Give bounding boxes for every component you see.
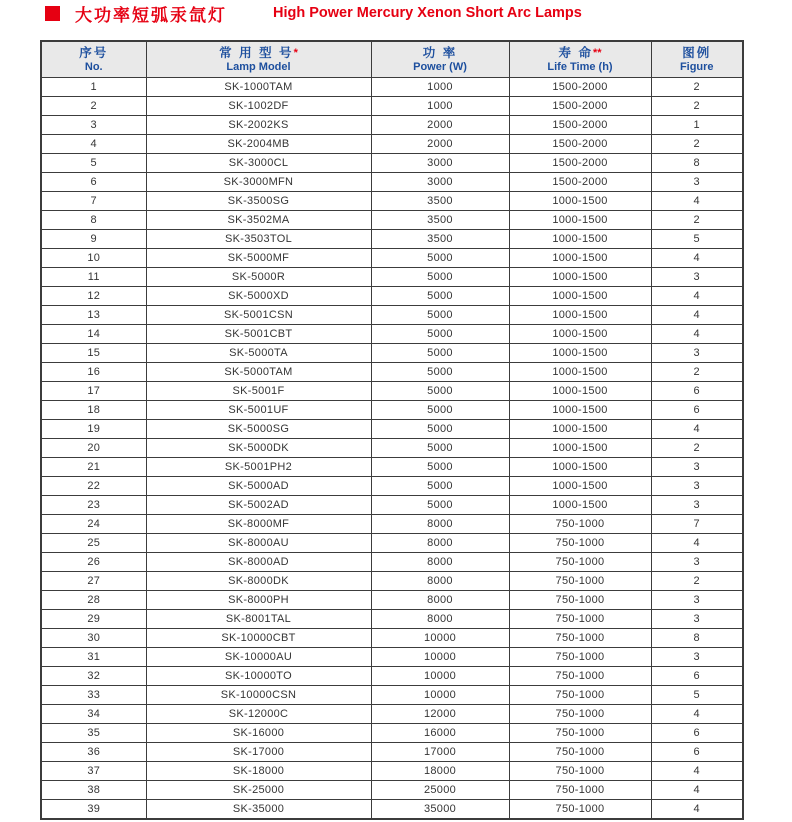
cell-life-time: 1000-1500 [509,305,651,324]
cell-power: 8000 [371,533,509,552]
table-row [41,533,743,552]
table-row [41,153,743,172]
cell-life-time: 750-1000 [509,704,651,723]
cell-figure: 2 [651,362,743,381]
cell-figure: 2 [651,77,743,96]
cell-life-time: 750-1000 [509,666,651,685]
header-lamp-model: 常 用 型 号* Lamp Model [146,41,371,77]
cell-figure: 4 [651,761,743,780]
cell-lamp-model: SK-3502MA [146,210,371,229]
cell-no: 33 [41,685,146,704]
cell-lamp-model: SK-8000AD [146,552,371,571]
cell-lamp-model: SK-8001TAL [146,609,371,628]
cell-power: 3500 [371,229,509,248]
cell-no: 39 [41,799,146,819]
cell-figure: 4 [651,704,743,723]
cell-no: 11 [41,267,146,286]
cell-figure: 8 [651,153,743,172]
cell-life-time: 750-1000 [509,609,651,628]
cell-power: 5000 [371,343,509,362]
cell-figure: 2 [651,96,743,115]
cell-figure: 6 [651,381,743,400]
cell-power: 8000 [371,571,509,590]
cell-power: 3000 [371,172,509,191]
table-row [41,248,743,267]
header-life-time: 寿 命** Life Time (h) [509,41,651,77]
table-row [41,666,743,685]
cell-figure: 6 [651,400,743,419]
cell-life-time: 750-1000 [509,780,651,799]
cell-no: 32 [41,666,146,685]
cell-lamp-model: SK-5000R [146,267,371,286]
table-row [41,191,743,210]
cell-figure: 8 [651,628,743,647]
table-row [41,742,743,761]
cell-life-time: 1000-1500 [509,495,651,514]
cell-lamp-model: SK-5001F [146,381,371,400]
cell-life-time: 750-1000 [509,552,651,571]
cell-power: 3000 [371,153,509,172]
table-row [41,628,743,647]
cell-no: 31 [41,647,146,666]
cell-no: 20 [41,438,146,457]
table-row [41,647,743,666]
red-square-icon [45,6,60,21]
cell-life-time: 1500-2000 [509,115,651,134]
cell-life-time: 750-1000 [509,723,651,742]
cell-power: 5000 [371,248,509,267]
cell-lamp-model: SK-25000 [146,780,371,799]
cell-no: 13 [41,305,146,324]
cell-power: 3500 [371,191,509,210]
cell-life-time: 1500-2000 [509,134,651,153]
header-life-time-mark: ** [592,46,602,59]
cell-figure: 3 [651,609,743,628]
table-row [41,115,743,134]
cell-power: 1000 [371,77,509,96]
cell-figure: 3 [651,647,743,666]
cell-life-time: 1000-1500 [509,476,651,495]
cell-lamp-model: SK-1002DF [146,96,371,115]
cell-figure: 3 [651,457,743,476]
cell-figure: 3 [651,495,743,514]
cell-lamp-model: SK-8000PH [146,590,371,609]
cell-no: 19 [41,419,146,438]
table-row [41,362,743,381]
cell-life-time: 1500-2000 [509,77,651,96]
cell-power: 17000 [371,742,509,761]
cell-figure: 4 [651,799,743,819]
cell-power: 1000 [371,96,509,115]
cell-lamp-model: SK-5001CSN [146,305,371,324]
cell-no: 22 [41,476,146,495]
cell-figure: 3 [651,343,743,362]
cell-no: 6 [41,172,146,191]
cell-power: 5000 [371,457,509,476]
cell-figure: 4 [651,533,743,552]
cell-lamp-model: SK-5000TAM [146,362,371,381]
header-figure: 图例 Figure [651,41,743,77]
cell-power: 35000 [371,799,509,819]
table-row [41,210,743,229]
page-title-chinese: 大功率短弧汞氙灯 [75,5,227,25]
cell-lamp-model: SK-8000AU [146,533,371,552]
table-row [41,400,743,419]
cell-no: 17 [41,381,146,400]
cell-no: 5 [41,153,146,172]
table-header [41,41,743,77]
cell-no: 30 [41,628,146,647]
cell-figure: 6 [651,666,743,685]
cell-life-time: 750-1000 [509,514,651,533]
cell-no: 14 [41,324,146,343]
table-row [41,704,743,723]
cell-no: 25 [41,533,146,552]
table-row [41,609,743,628]
cell-figure: 4 [651,780,743,799]
cell-power: 18000 [371,761,509,780]
cell-no: 26 [41,552,146,571]
cell-figure: 6 [651,742,743,761]
cell-no: 12 [41,286,146,305]
table-row [41,229,743,248]
page-title-english: High Power Mercury Xenon Short Arc Lamps [273,5,582,21]
cell-figure: 4 [651,324,743,343]
cell-lamp-model: SK-1000TAM [146,77,371,96]
lamp-spec-table [40,40,744,820]
cell-power: 12000 [371,704,509,723]
cell-power: 5000 [371,324,509,343]
cell-no: 16 [41,362,146,381]
cell-figure: 3 [651,476,743,495]
cell-lamp-model: SK-5001PH2 [146,457,371,476]
cell-figure: 2 [651,571,743,590]
cell-figure: 3 [651,172,743,191]
table-row [41,780,743,799]
table-row [41,286,743,305]
page-title [45,4,582,25]
cell-lamp-model: SK-18000 [146,761,371,780]
cell-no: 34 [41,704,146,723]
header-no: 序号 No. [41,41,146,77]
cell-power: 3500 [371,210,509,229]
cell-power: 5000 [371,495,509,514]
cell-figure: 1 [651,115,743,134]
cell-figure: 5 [651,685,743,704]
cell-no: 24 [41,514,146,533]
table-row [41,172,743,191]
cell-lamp-model: SK-3000CL [146,153,371,172]
cell-life-time: 1000-1500 [509,381,651,400]
table-row [41,476,743,495]
cell-life-time: 750-1000 [509,571,651,590]
cell-life-time: 1000-1500 [509,191,651,210]
cell-lamp-model: SK-5000XD [146,286,371,305]
table-row [41,343,743,362]
cell-life-time: 750-1000 [509,647,651,666]
cell-no: 35 [41,723,146,742]
cell-lamp-model: SK-10000TO [146,666,371,685]
cell-figure: 4 [651,248,743,267]
table-row [41,305,743,324]
cell-lamp-model: SK-16000 [146,723,371,742]
cell-figure: 7 [651,514,743,533]
cell-power: 5000 [371,381,509,400]
cell-power: 8000 [371,514,509,533]
cell-power: 8000 [371,609,509,628]
cell-figure: 2 [651,438,743,457]
cell-life-time: 750-1000 [509,799,651,819]
cell-figure: 2 [651,210,743,229]
table-body [41,77,743,819]
table-header-row [41,41,743,77]
cell-power: 25000 [371,780,509,799]
table-row [41,799,743,819]
cell-power: 8000 [371,590,509,609]
cell-lamp-model: SK-3500SG [146,191,371,210]
cell-no: 21 [41,457,146,476]
table-row [41,495,743,514]
cell-no: 27 [41,571,146,590]
table-row [41,96,743,115]
table-row [41,552,743,571]
cell-lamp-model: SK-12000C [146,704,371,723]
cell-no: 36 [41,742,146,761]
cell-lamp-model: SK-5000MF [146,248,371,267]
cell-life-time: 750-1000 [509,590,651,609]
cell-life-time: 1000-1500 [509,248,651,267]
cell-life-time: 1000-1500 [509,286,651,305]
cell-power: 10000 [371,647,509,666]
cell-figure: 4 [651,286,743,305]
cell-no: 38 [41,780,146,799]
cell-figure: 3 [651,552,743,571]
cell-no: 28 [41,590,146,609]
cell-life-time: 1500-2000 [509,172,651,191]
cell-lamp-model: SK-5002AD [146,495,371,514]
cell-no: 3 [41,115,146,134]
cell-figure: 3 [651,267,743,286]
cell-no: 23 [41,495,146,514]
cell-power: 2000 [371,115,509,134]
header-power: 功 率 Power (W) [371,41,509,77]
cell-power: 5000 [371,305,509,324]
cell-no: 2 [41,96,146,115]
cell-power: 10000 [371,685,509,704]
table-row [41,685,743,704]
cell-life-time: 750-1000 [509,761,651,780]
cell-power: 8000 [371,552,509,571]
table-row [41,723,743,742]
cell-lamp-model: SK-3503TOL [146,229,371,248]
cell-figure: 4 [651,305,743,324]
cell-no: 37 [41,761,146,780]
cell-power: 5000 [371,419,509,438]
table-row [41,761,743,780]
cell-figure: 3 [651,590,743,609]
cell-figure: 6 [651,723,743,742]
cell-lamp-model: SK-2004MB [146,134,371,153]
cell-life-time: 750-1000 [509,742,651,761]
table-row [41,381,743,400]
cell-life-time: 750-1000 [509,533,651,552]
cell-figure: 5 [651,229,743,248]
table-row [41,590,743,609]
cell-life-time: 1500-2000 [509,96,651,115]
cell-lamp-model: SK-17000 [146,742,371,761]
cell-lamp-model: SK-8000MF [146,514,371,533]
cell-lamp-model: SK-5001UF [146,400,371,419]
cell-figure: 2 [651,134,743,153]
cell-life-time: 1000-1500 [509,210,651,229]
cell-power: 16000 [371,723,509,742]
cell-no: 15 [41,343,146,362]
cell-lamp-model: SK-8000DK [146,571,371,590]
cell-no: 9 [41,229,146,248]
cell-lamp-model: SK-5000AD [146,476,371,495]
cell-life-time: 1000-1500 [509,438,651,457]
cell-life-time: 750-1000 [509,685,651,704]
table-row [41,419,743,438]
cell-no: 8 [41,210,146,229]
cell-power: 2000 [371,134,509,153]
table-row [41,514,743,533]
cell-power: 10000 [371,628,509,647]
table-row [41,438,743,457]
cell-lamp-model: SK-3000MFN [146,172,371,191]
cell-life-time: 1000-1500 [509,229,651,248]
table-row [41,571,743,590]
cell-power: 5000 [371,400,509,419]
cell-lamp-model: SK-2002KS [146,115,371,134]
cell-no: 18 [41,400,146,419]
cell-lamp-model: SK-10000CBT [146,628,371,647]
cell-power: 5000 [371,267,509,286]
table-row [41,134,743,153]
cell-lamp-model: SK-5000DK [146,438,371,457]
cell-no: 7 [41,191,146,210]
cell-lamp-model: SK-5000SG [146,419,371,438]
cell-lamp-model: SK-10000AU [146,647,371,666]
cell-life-time: 1000-1500 [509,400,651,419]
cell-life-time: 750-1000 [509,628,651,647]
cell-life-time: 1000-1500 [509,343,651,362]
cell-power: 5000 [371,362,509,381]
cell-figure: 4 [651,419,743,438]
cell-life-time: 1000-1500 [509,457,651,476]
cell-life-time: 1500-2000 [509,153,651,172]
cell-no: 10 [41,248,146,267]
table-row [41,77,743,96]
cell-lamp-model: SK-5001CBT [146,324,371,343]
table-row [41,457,743,476]
table-row [41,324,743,343]
cell-lamp-model: SK-35000 [146,799,371,819]
cell-power: 10000 [371,666,509,685]
cell-lamp-model: SK-10000CSN [146,685,371,704]
cell-no: 4 [41,134,146,153]
cell-figure: 4 [651,191,743,210]
cell-no: 29 [41,609,146,628]
cell-power: 5000 [371,286,509,305]
cell-life-time: 1000-1500 [509,267,651,286]
cell-no: 1 [41,77,146,96]
cell-life-time: 1000-1500 [509,419,651,438]
table-row [41,267,743,286]
cell-life-time: 1000-1500 [509,362,651,381]
cell-lamp-model: SK-5000TA [146,343,371,362]
cell-power: 5000 [371,476,509,495]
header-lamp-model-mark: * [293,46,298,59]
cell-life-time: 1000-1500 [509,324,651,343]
cell-power: 5000 [371,438,509,457]
